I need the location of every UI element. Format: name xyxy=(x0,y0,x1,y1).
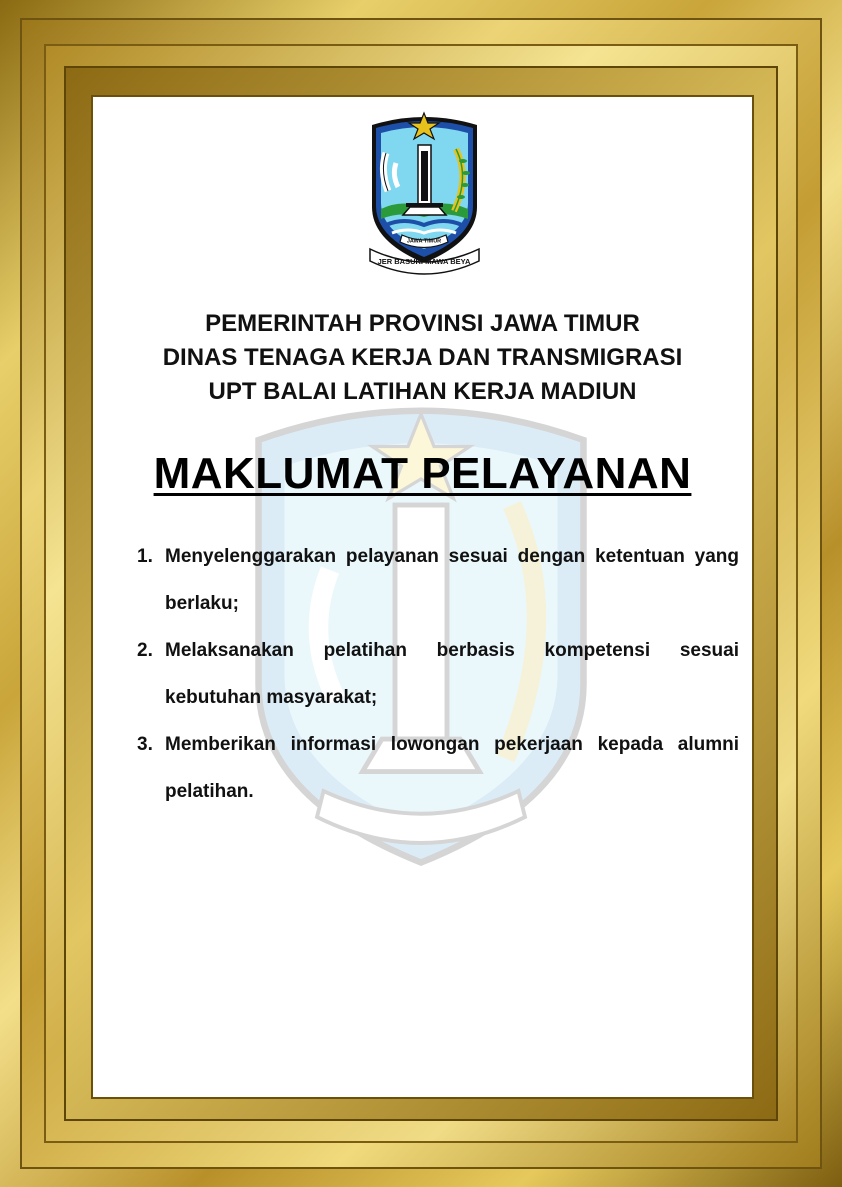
list-item-text: Memberikan informasi lowongan pekerjaan kepada alumni pelatihan. xyxy=(165,734,739,802)
list-item xyxy=(137,627,739,721)
seal-banner-bottom: JER BASUKI MAWA BEYA xyxy=(377,257,471,266)
list-item xyxy=(137,721,739,815)
list-item-text: Menyelenggarakan pelayanan sesuai dengan ketentuan yang berlaku; xyxy=(165,546,739,614)
header-line-agency: DINAS TENAGA KERJA DAN TRANSMIGRASI xyxy=(162,344,683,371)
header-line-unit: UPT BALAI LATIHAN KERJA MADIUN xyxy=(208,378,637,405)
service-commitment-list xyxy=(137,533,739,815)
page-title: MAKLUMAT PELAYANAN xyxy=(153,449,692,498)
jawa-timur-coat-of-arms-icon xyxy=(366,111,483,275)
list-item-text: Melaksanakan pelatihan berbasis kompetensi sesuai kebutuhan masyarakat; xyxy=(165,640,739,708)
list-item-number: 2. xyxy=(137,640,153,661)
seal-banner-top: JAWA TIMUR xyxy=(406,238,442,245)
list-item xyxy=(137,533,739,627)
list-item-number: 3. xyxy=(137,734,153,755)
list-item-number: 1. xyxy=(137,546,153,567)
document-page xyxy=(93,97,752,1097)
header-line-government: PEMERINTAH PROVINSI JAWA TIMUR xyxy=(205,310,640,337)
